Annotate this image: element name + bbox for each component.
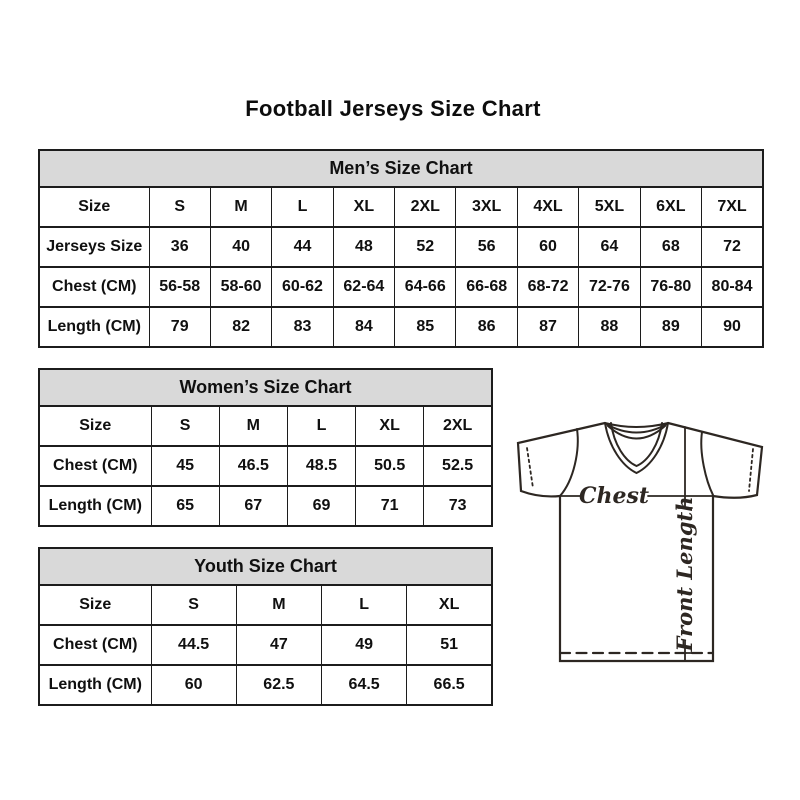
- womens-table-title: Women’s Size Chart: [39, 369, 492, 406]
- table-row: [39, 486, 492, 526]
- jersey-measurement-diagram: [500, 405, 770, 675]
- table-cell: S: [151, 585, 236, 625]
- table-row: [39, 406, 492, 446]
- table-cell: 60: [517, 227, 578, 267]
- row-label: Chest (CM): [39, 625, 151, 665]
- table-cell: 76-80: [640, 267, 701, 307]
- table-row: [39, 446, 492, 486]
- table-cell: 89: [640, 307, 701, 347]
- table-cell: 62-64: [333, 267, 394, 307]
- table-cell: 4XL: [517, 187, 578, 227]
- table-cell: 7XL: [702, 187, 763, 227]
- table-cell: 47: [236, 625, 321, 665]
- youth-table-title: Youth Size Chart: [39, 548, 492, 585]
- table-cell: 68: [640, 227, 701, 267]
- table-cell: 64: [579, 227, 640, 267]
- table-row: [39, 665, 492, 705]
- table-cell: 69: [287, 486, 355, 526]
- table-cell: 90: [702, 307, 763, 347]
- row-label: Chest (CM): [39, 267, 149, 307]
- table-cell: 72-76: [579, 267, 640, 307]
- womens-size-table: [38, 368, 493, 527]
- table-cell: M: [219, 406, 287, 446]
- table-cell: 68-72: [517, 267, 578, 307]
- table-cell: XL: [407, 585, 492, 625]
- table-title-row: [39, 150, 763, 187]
- table-cell: 71: [356, 486, 424, 526]
- table-cell: 2XL: [395, 187, 456, 227]
- table-title-row: [39, 369, 492, 406]
- row-label: Jerseys Size: [39, 227, 149, 267]
- table-row: [39, 625, 492, 665]
- row-label: Length (CM): [39, 665, 151, 705]
- front-length-measure-label: Front Length: [672, 496, 697, 652]
- sleeve-stitch-left-icon: [527, 448, 533, 488]
- table-cell: 48.5: [287, 446, 355, 486]
- womens-table-body: [39, 406, 492, 526]
- table-cell: 56: [456, 227, 517, 267]
- row-label: Size: [39, 187, 149, 227]
- table-cell: M: [236, 585, 321, 625]
- table-cell: 50.5: [356, 446, 424, 486]
- table-cell: 62.5: [236, 665, 321, 705]
- row-label: Length (CM): [39, 307, 149, 347]
- table-cell: 87: [517, 307, 578, 347]
- table-cell: XL: [333, 187, 394, 227]
- table-cell: 80-84: [702, 267, 763, 307]
- table-cell: 52: [395, 227, 456, 267]
- table-cell: 45: [151, 446, 219, 486]
- table-cell: 58-60: [210, 267, 271, 307]
- table-cell: 83: [272, 307, 333, 347]
- jersey-armhole-seam-right: [701, 432, 713, 495]
- table-row: [39, 187, 763, 227]
- table-cell: 5XL: [579, 187, 640, 227]
- row-label: Size: [39, 406, 151, 446]
- table-cell: 52.5: [424, 446, 492, 486]
- sleeve-stitch-right-icon: [749, 449, 753, 491]
- table-cell: 84: [333, 307, 394, 347]
- table-cell: 44: [272, 227, 333, 267]
- table-title-row: [39, 548, 492, 585]
- table-cell: 86: [456, 307, 517, 347]
- table-cell: M: [210, 187, 271, 227]
- mens-table-body: [39, 187, 763, 347]
- table-cell: 44.5: [151, 625, 236, 665]
- row-label: Chest (CM): [39, 446, 151, 486]
- table-cell: 64.5: [322, 665, 407, 705]
- row-label: Size: [39, 585, 151, 625]
- table-cell: 73: [424, 486, 492, 526]
- table-cell: 48: [333, 227, 394, 267]
- table-cell: 72: [702, 227, 763, 267]
- table-cell: 79: [149, 307, 210, 347]
- table-cell: 49: [322, 625, 407, 665]
- youth-table-body: [39, 585, 492, 705]
- chest-measure-label: Chest: [578, 483, 650, 509]
- table-cell: 64-66: [395, 267, 456, 307]
- table-cell: XL: [356, 406, 424, 446]
- table-cell: 67: [219, 486, 287, 526]
- table-cell: 3XL: [456, 187, 517, 227]
- table-cell: 85: [395, 307, 456, 347]
- table-cell: 36: [149, 227, 210, 267]
- jersey-armhole-seam-left: [560, 429, 578, 496]
- mens-size-table: [38, 149, 764, 348]
- table-cell: 65: [151, 486, 219, 526]
- youth-size-table: [38, 547, 493, 706]
- table-row: [39, 227, 763, 267]
- table-cell: 56-58: [149, 267, 210, 307]
- table-cell: L: [272, 187, 333, 227]
- table-cell: L: [322, 585, 407, 625]
- table-cell: 60-62: [272, 267, 333, 307]
- jersey-collar: [605, 423, 668, 473]
- table-cell: L: [287, 406, 355, 446]
- jersey-outline: [518, 423, 762, 661]
- table-cell: 66.5: [407, 665, 492, 705]
- table-cell: S: [151, 406, 219, 446]
- table-cell: 82: [210, 307, 271, 347]
- table-cell: 51: [407, 625, 492, 665]
- mens-table-title: Men’s Size Chart: [39, 150, 763, 187]
- table-cell: 60: [151, 665, 236, 705]
- table-cell: 88: [579, 307, 640, 347]
- row-label: Length (CM): [39, 486, 151, 526]
- table-cell: 6XL: [640, 187, 701, 227]
- table-row: [39, 585, 492, 625]
- table-cell: 66-68: [456, 267, 517, 307]
- table-cell: 40: [210, 227, 271, 267]
- table-row: [39, 267, 763, 307]
- table-cell: S: [149, 187, 210, 227]
- table-cell: 46.5: [219, 446, 287, 486]
- page-title: Football Jerseys Size Chart: [245, 96, 541, 121]
- table-row: [39, 307, 763, 347]
- table-cell: 2XL: [424, 406, 492, 446]
